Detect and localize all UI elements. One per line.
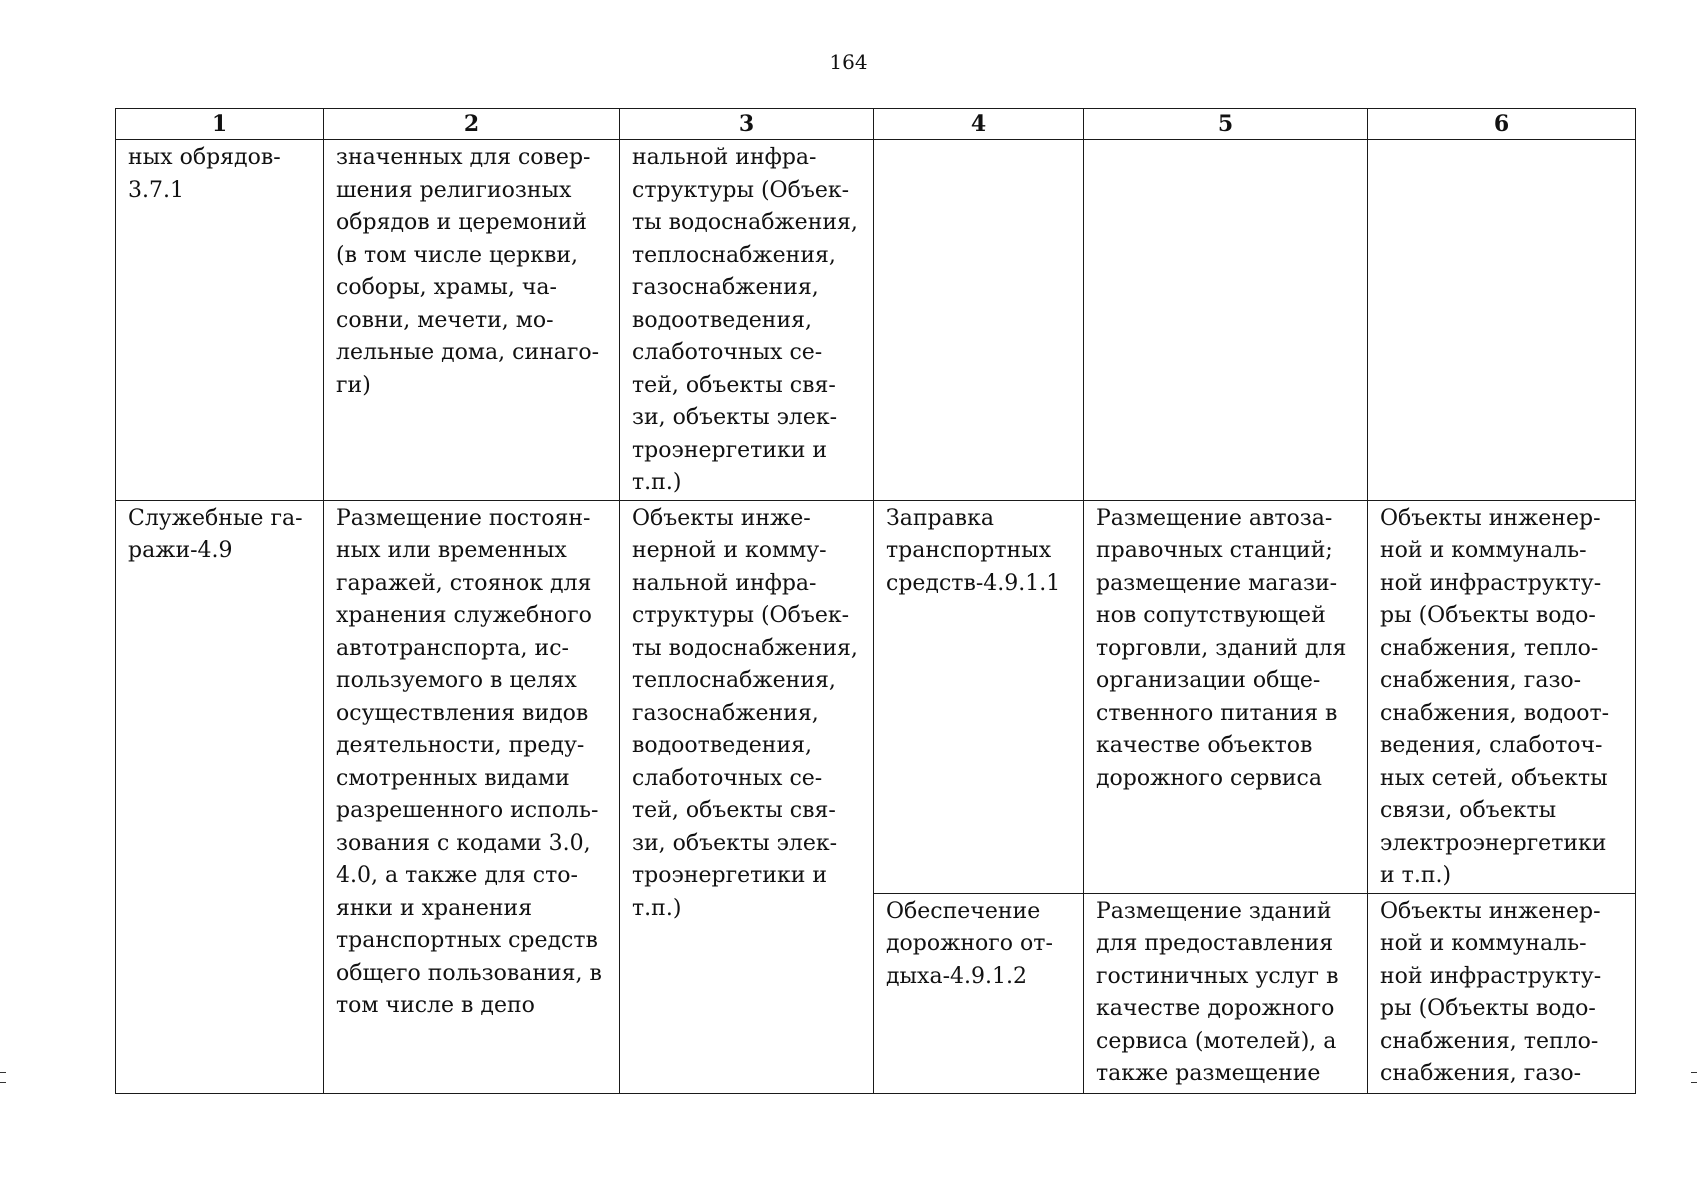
column-header-2: 2 [324,109,620,140]
cell-conditional-use-infrastructure [1368,140,1636,501]
cell-conditional-use-description [1084,500,1368,893]
column-header-6: 6 [1368,109,1636,140]
land-use-table [115,108,1636,1094]
cell-main-use-code [116,500,324,1093]
column-header-4: 4 [874,109,1084,140]
scan-edge-mark-right [1691,1082,1697,1083]
table-header-row [116,109,1636,140]
cell-text: значенных для совер- шения религиозных обрядов и церемоний (в том числе церкви, соборы, храмы, ча- совни, мечети, мо- лельные дома, синаго- ги) [336,145,600,398]
cell-text: Объекты инженер- ной и коммуналь- ной инфраструкту- ры (Объекты водо- снабжения, тепло- снабжения, газо- [1380,898,1602,1086]
scan-edge-mark-left [0,1072,6,1073]
cell-text: Объекты инже- нерной и комму- нальной инфра- структуры (Объек- ты водоснабжения, теплоснабжения, газоснабжения, водоотведения, слаботочных се- тей, объекты свя- зи, объекты элек- троэнергетики и т.п.) [632,505,858,921]
cell-conditional-use-code [874,140,1084,501]
cell-main-use-code [116,140,324,501]
cell-conditional-use-description [1084,893,1368,1093]
column-header-3: 3 [620,109,874,140]
cell-main-use-description [324,140,620,501]
cell-conditional-use-infrastructure [1368,893,1636,1093]
cell-conditional-use-code [874,893,1084,1093]
cell-text: Размещение автоза- правочных станций; размещение магази- нов сопутствующей торговли, зданий для организации обще- ственного питания в качестве объектов дорожного сервиса [1096,505,1347,791]
cell-conditional-use-code [874,500,1084,893]
cell-text: Служебные га- ражи-4.9 [128,505,303,563]
scan-edge-mark-left [0,1082,6,1083]
cell-main-use-infrastructure [620,500,874,1093]
column-header-1: 1 [116,109,324,140]
cell-text: Обеспечение дорожного от- дыха-4.9.1.2 [886,898,1053,989]
cell-main-use-description [324,500,620,1093]
table-row [116,500,1636,893]
cell-conditional-use-description [1084,140,1368,501]
column-header-5: 5 [1084,109,1368,140]
cell-text: Заправка транспортных средств-4.9.1.1 [886,505,1061,596]
scan-edge-mark-right [1691,1072,1697,1073]
cell-text: Размещение зданий для предоставления гостиничных услуг в качестве дорожного сервиса (мотелей), а также размещение [1096,898,1339,1086]
cell-conditional-use-infrastructure [1368,500,1636,893]
cell-text: нальной инфра- структуры (Объек- ты водоснабжения, теплоснабжения, газоснабжения, водоотведения, слаботочных се- тей, объекты свя- зи, объекты элек- троэнергетики и т.п.) [632,145,858,495]
page-number: 164 [829,50,868,74]
cell-text: Размещение постоян- ных или временных гаражей, стоянок для хранения служебного автотранспорта, ис- пользуемого в целях осуществления видов деятельности, преду- смотренных видами разрешенного исполь- зования с кодами 3.0, 4.0, а также для сто- янки и хранения транспортных средств общего пользования, в том числе в депо [336,505,602,1018]
cell-text: ных обрядов- 3.7.1 [128,145,281,203]
cell-main-use-infrastructure [620,140,874,501]
table-row [116,140,1636,501]
cell-text: Объекты инженер- ной и коммуналь- ной инфраструкту- ры (Объекты водо- снабжения, тепло- снабжения, газо- снабжения, водоот- ведения, слаботоч- ных сетей, объекты связи, объекты электроэнергетики и т.п.) [1380,505,1610,888]
